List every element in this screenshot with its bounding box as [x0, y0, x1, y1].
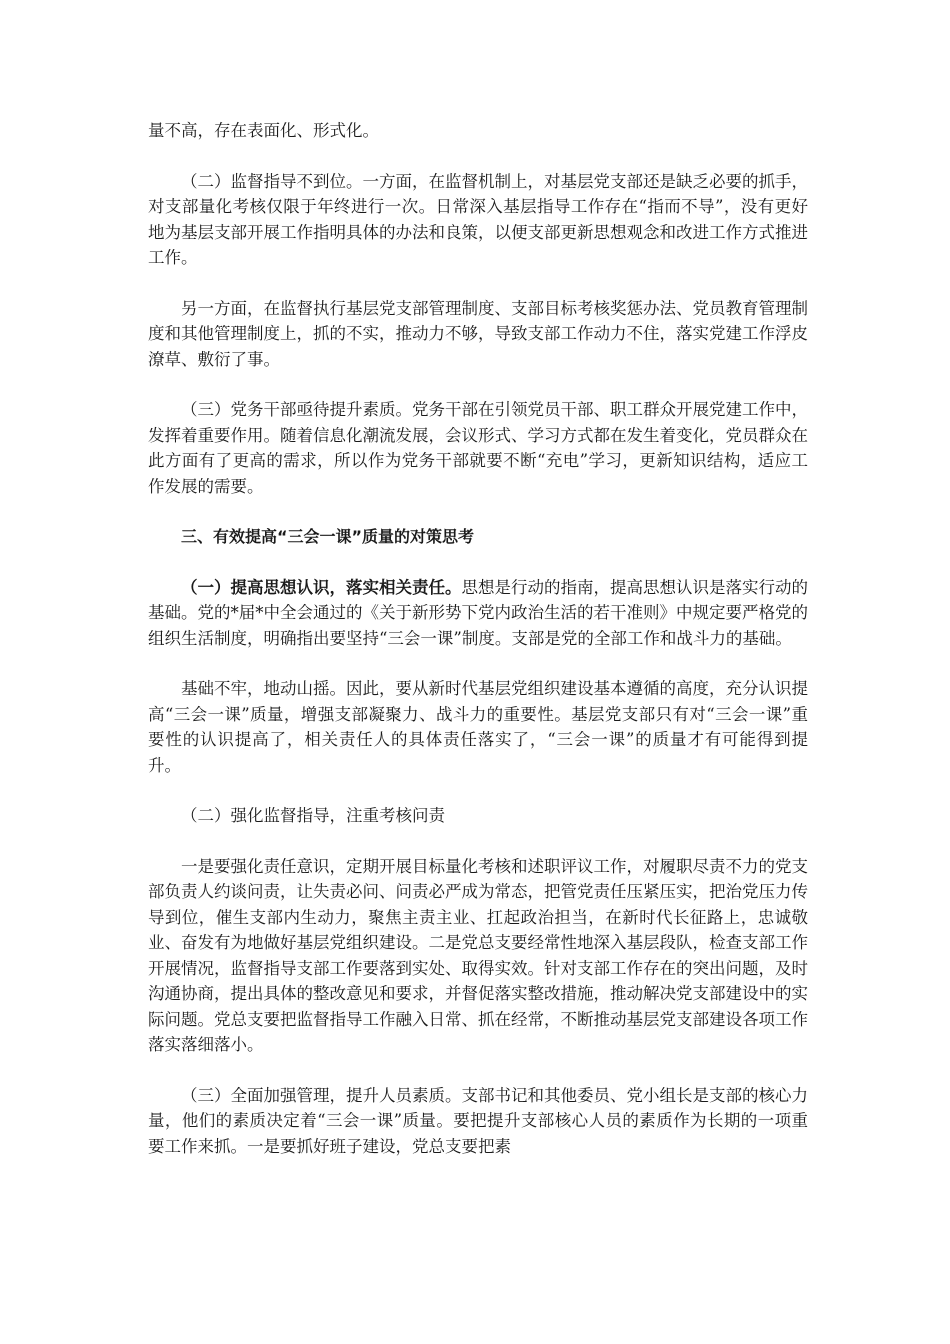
paragraph-continuation: 量不高，存在表面化、形式化。: [148, 121, 379, 140]
subheading-strengthen-supervision: （二）强化监督指导，注重考核问责: [181, 806, 445, 825]
paragraph-management: （三）全面加强管理，提升人员素质。支部书记和其他委员、党小组长是支部的核心力量，他们的素质决定着“三会一课”质量。要把提升支部核心人员的素质作为长期的一项重要工作来抓。一是要抓好班子建设，党总支要把素: [148, 1085, 808, 1156]
paragraph-other-aspect: 另一方面，在监督执行基层党支部管理制度、支部目标考核奖惩办法、党员教育管理制度和其他管理制度上，抓的不实，推动力不够，导致支部工作动力不住，落实党建工作浮皮潦草、敷衍了事。: [148, 298, 808, 369]
document-body: [148, 118, 808, 1184]
section-heading-three: 三、有效提高“三会一课”质量的对策思考: [181, 527, 475, 546]
paragraph-body-text: 思想是行动的指南，提高思想认识是落实行动的基础。党的*届*中全会通过的《关于新形势下党内政治生活的若干准则》中规定要严格党的组织生活制度，明确指出要坚持“三会一课”制度。支部是党的全部工作和战斗力的基础。: [148, 577, 808, 648]
paragraph-foundation: 基础不牢，地动山摇。因此，要从新时代基层党组织建设基本遵循的高度，充分认识提高“三会一课”质量，增强支部凝聚力、战斗力的重要性。基层党支部只有对“三会一课”重要性的认识提高了，相关责任人的具体责任落实了，“三会一课”的质量才有可能得到提升。: [148, 679, 808, 775]
paragraph-party-cadres: （三）党务干部亟待提升素质。党务干部在引领党员干部、职工群众开展党建工作中，发挥着重要作用。随着信息化潮流发展，会议形式、学习方式都在发生着变化，党员群众在此方面有了更高的需求，所以作为党务干部就要不断“充电”学习，更新知识结构，适应工作发展的需要。: [148, 400, 808, 496]
paragraph-responsibility: 一是要强化责任意识，定期开展目标量化考核和述职评议工作，对履职尽责不力的党支部负责人约谈问责，让失责必问、问责必严成为常态，把管党责任压紧压实，把治党压力传导到位，催生支部内生动力，聚焦主责主业、扛起政治担当，在新时代长征路上，忠诚敬业、奋发有为地做好基层党组织建设。二是党总支要经常性地深入基层段队，检查支部工作开展情况，监督指导支部工作要落到实处、取得实效。针对支部工作存在的突出问题，及时沟通协商，提出具体的整改意见和要求，并督促落实整改措施，推动解决党支部建设中的实际问题。党总支要把监督指导工作融入日常、抓在经常，不断推动基层党支部建设各项工作落实落细落小。: [148, 856, 808, 1054]
paragraph-improve-awareness: [148, 575, 808, 652]
paragraph-lead-bold: （一）提高思想认识，落实相关责任。: [181, 577, 462, 597]
paragraph-supervision-guidance: （二）监督指导不到位。一方面，在监督机制上，对基层党支部还是缺乏必要的抓手，对支部量化考核仅限于年终进行一次。日常深入基层指导工作存在“指而不导”，没有更好地为基层支部开展工作指明具体的办法和良策，以便支部更新思想观念和改进工作方式推进工作。: [148, 171, 808, 267]
